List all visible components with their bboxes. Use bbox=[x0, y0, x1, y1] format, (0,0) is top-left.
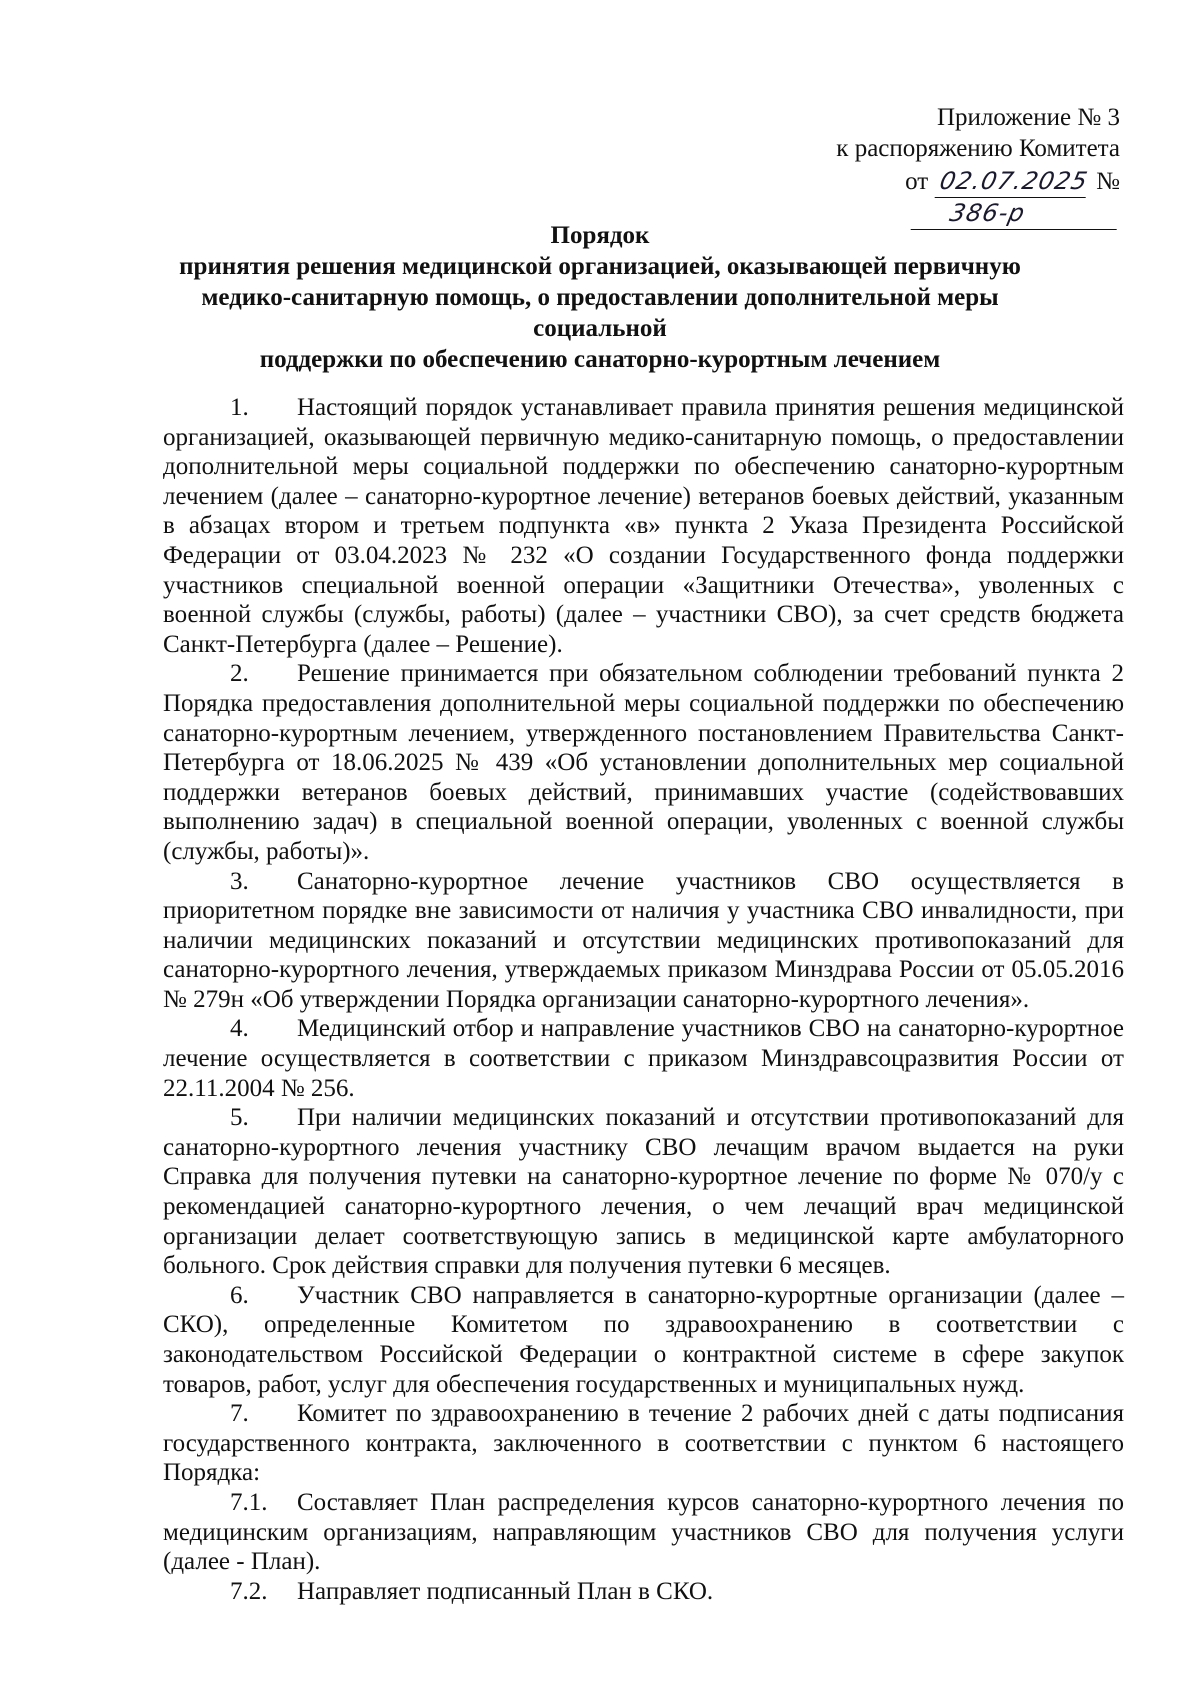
paragraph-text: Участник СВО направляется в санаторно-курортные организации (далее – СКО), определенные Комитетом по здравоохранению в соответствии с законодательством Российской Федерации о контрактной системе в сфере закупок товаров, работ, услуг для обеспечения государственных и муниципальных нужд. bbox=[163, 1281, 1124, 1398]
paragraph-number: 3. bbox=[230, 867, 249, 895]
paragraph-2 bbox=[163, 659, 1124, 866]
paragraph-7 bbox=[163, 1399, 1124, 1488]
paragraph-5 bbox=[163, 1103, 1124, 1281]
title-line-2: принятия решения медицинской организацией, оказывающей первичную bbox=[179, 253, 1021, 280]
paragraph-4 bbox=[163, 1014, 1124, 1103]
paragraph-number: 7.1. bbox=[230, 1488, 268, 1516]
handwritten-number: 386-р bbox=[911, 198, 1124, 230]
paragraph-text: Санаторно-курортное лечение участников СВО осуществляется в приоритетном порядке вне зависимости от наличия у участника СВО инвалидности, при наличии медицинских показаний и отсутствии медицинских противопоказаний для санаторно-курортного лечения, утверждаемых приказом Минздрава России от 05.05.2016 № 279н «Об утверждении Порядка организации санаторно-курортного лечения». bbox=[163, 867, 1124, 1013]
paragraph-text: Решение принимается при обязательном соблюдении требований пункта 2 Порядка предоставления дополнительной меры социальной поддержки по обеспечению санаторно-курортным лечением, утвержденного постановлением Правительства Санкт-Петербурга от 18.06.2025 № 439 «Об установлении дополнительных мер социальной поддержки ветеранов боевых действий, принимавших участие (содействовавших выполнению задач) в специальной военной операции, уволенных с военной службы (службы, работы)». bbox=[163, 660, 1124, 865]
paragraph-3 bbox=[163, 867, 1124, 1015]
paragraph-1 bbox=[163, 393, 1124, 659]
paragraph-number: 4. bbox=[230, 1015, 249, 1043]
appendix-header bbox=[700, 102, 1120, 230]
title-line-1: Порядок bbox=[550, 222, 650, 249]
paragraph-number: 7. bbox=[230, 1400, 249, 1428]
paragraph-number: 6. bbox=[230, 1281, 249, 1309]
number-sign: № bbox=[1096, 168, 1120, 195]
paragraph-number: 2. bbox=[230, 660, 249, 688]
paragraph-7-2 bbox=[163, 1577, 1124, 1607]
date-prefix: от bbox=[905, 168, 929, 195]
title-line-4: поддержки по обеспечению санаторно-курортным лечением bbox=[259, 346, 941, 373]
paragraph-text: Медицинский отбор и направление участников СВО на санаторно-курортное лечение осуществляется в соответствии с приказом Минздравсоцразвития России от 22.11.2004 № 256. bbox=[163, 1015, 1124, 1102]
appendix-reference: к распоряжению Комитета bbox=[836, 135, 1120, 162]
handwritten-date: 02.07.2025 bbox=[935, 166, 1093, 198]
appendix-title: Приложение № 3 bbox=[936, 104, 1120, 131]
paragraph-text: Комитет по здравоохранению в течение 2 рабочих дней с даты подписания государственного контракта, заключенного в соответствии с пунктом 6 настоящего Порядка: bbox=[163, 1400, 1124, 1487]
paragraph-text: Составляет План распределения курсов санаторно-курортного лечения по медицинским организациям, направляющим участников СВО для получения услуги (далее - План). bbox=[163, 1488, 1124, 1576]
paragraph-number: 1. bbox=[230, 394, 249, 421]
document-title bbox=[150, 220, 1050, 375]
paragraph-number: 5. bbox=[230, 1104, 249, 1132]
paragraph-text: Направляет подписанный План в СКО. bbox=[297, 1577, 714, 1605]
document-body bbox=[163, 393, 1124, 1606]
title-line-3: медико-санитарную помощь, о предоставлении дополнительной меры социальной bbox=[201, 284, 999, 342]
paragraph-text: Настоящий порядок устанавливает правила принятия решения медицинской организацией, оказывающей первичную медико-санитарную помощь, о предоставлении дополнительной меры социальной поддержки по обеспечению санаторно-курортным лечением (далее – санаторно-курортное лечение) ветеранов боевых действий, указанным в абзацах втором и третьем подпункта «в» пункта 2 Указа Президента Российской Федерации от 03.04.2023 № 232 «О создании Государственного фонда поддержки участников специальной военной операции «Защитники Отечества», уволенных с военной службы (службы, работы) (далее – участники СВО), за счет средств бюджета Санкт-Петербурга (далее – Решение). bbox=[163, 394, 1124, 658]
paragraph-6 bbox=[163, 1281, 1124, 1399]
paragraph-text: При наличии медицинских показаний и отсутствии противопоказаний для санаторно-курортного лечения участнику СВО лечащим врачом выдается на руки Справка для получения путевки на санаторно-курортное лечение по форме № 070/у с рекомендацией санаторно-курортного лечения, о чем лечащий врач медицинской организации делает соответствующую запись в медицинской карте амбулаторного больного. Срок действия справки для получения путевки 6 месяцев. bbox=[163, 1104, 1124, 1280]
paragraph-number: 7.2. bbox=[230, 1577, 268, 1605]
paragraph-7-1 bbox=[163, 1488, 1124, 1577]
